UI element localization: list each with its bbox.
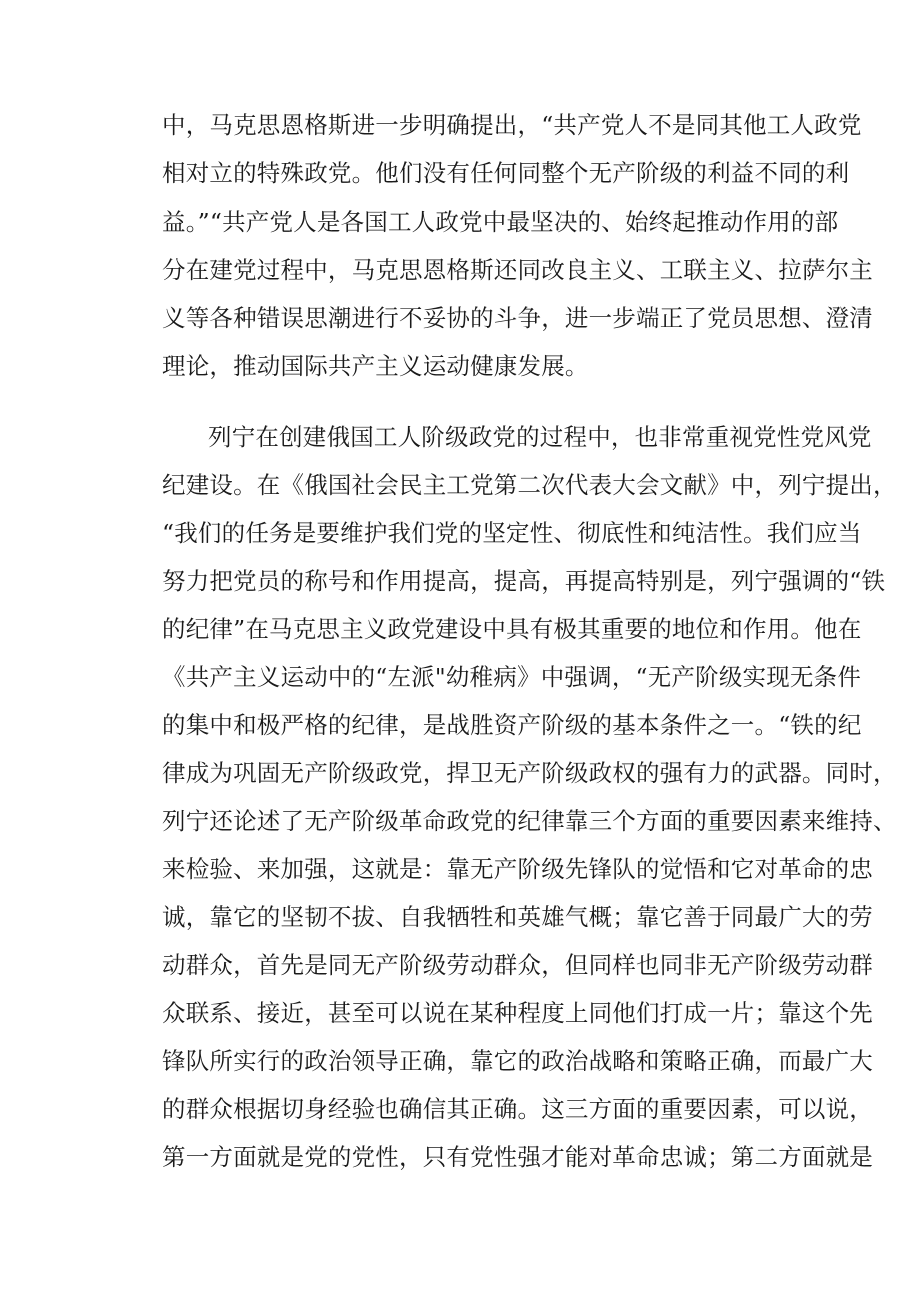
text-line: 努力把党员的称号和作用提高，提高，再提高特别是，列宁强调的“铁	[162, 567, 886, 595]
text-line: 益。”“共产党人是各国工人政党中最坚决的、始终起推动作用的部	[162, 208, 839, 236]
text-line: 纪建设。在《俄国社会民主工党第二次代表大会文献》中，列宁提出，	[162, 471, 897, 499]
text-line: 的纪律”在马克思主义政党建设中具有极其重要的地位和作用。他在	[162, 615, 862, 643]
text-line: 义等各种错误思潮进行不妥协的斗争，进一步端正了党员思想、澄清	[162, 304, 873, 332]
text-line: 分在建党过程中，马克思恩格斯还同改良主义、工联主义、拉萨尔主	[162, 256, 873, 284]
text-line: “我们的任务是要维护我们党的坚定性、彻底性和纯洁性。我们应当	[162, 519, 862, 547]
text-line: 众联系、接近，甚至可以说在某种程度上同他们打成一片；靠这个先	[162, 999, 873, 1027]
text-line: 动群众，首先是同无产阶级劳动群众，但同样也同非无产阶级劳动群	[162, 951, 873, 979]
text-line: 《共产主义运动中的“左派"幼稚病》中强调，“无产阶级实现无条件	[162, 663, 862, 691]
text-line: 来检验、来加强，这就是：靠无产阶级先锋队的觉悟和它对革命的忠	[162, 855, 873, 883]
text-line: 列宁在创建俄国工人阶级政党的过程中，也非常重视党性党风党	[208, 423, 872, 451]
text-line: 的集中和极严格的纪律，是战胜资产阶级的基本条件之一。“铁的纪	[162, 711, 862, 739]
text-line: 相对立的特殊政党。他们没有任何同整个无产阶级的利益不同的利	[162, 159, 850, 187]
text-line: 诚，靠它的坚韧不拔、自我牺牲和英雄气概；靠它善于同最广大的劳	[162, 903, 873, 931]
text-line: 律成为巩固无产阶级政党，捍卫无产阶级政权的强有力的武器。同时，	[162, 759, 897, 787]
text-line: 理论，推动国际共产主义运动健康发展。	[162, 352, 589, 380]
text-line: 锋队所实行的政治领导正确，靠它的政治战略和策略正确，而最广大	[162, 1047, 873, 1075]
text-line: 中，马克思恩格斯进一步明确提出，“共产党人不是同其他工人政党	[162, 111, 862, 139]
text-line: 列宁还论述了无产阶级革命政党的纪律靠三个方面的重要因素来维持、	[162, 807, 897, 835]
text-line: 第一方面就是党的党性，只有党性强才能对革命忠诚；第二方面就是	[162, 1143, 873, 1171]
text-line: 的群众根据切身经验也确信其正确。这三方面的重要因素，可以说，	[162, 1095, 873, 1123]
